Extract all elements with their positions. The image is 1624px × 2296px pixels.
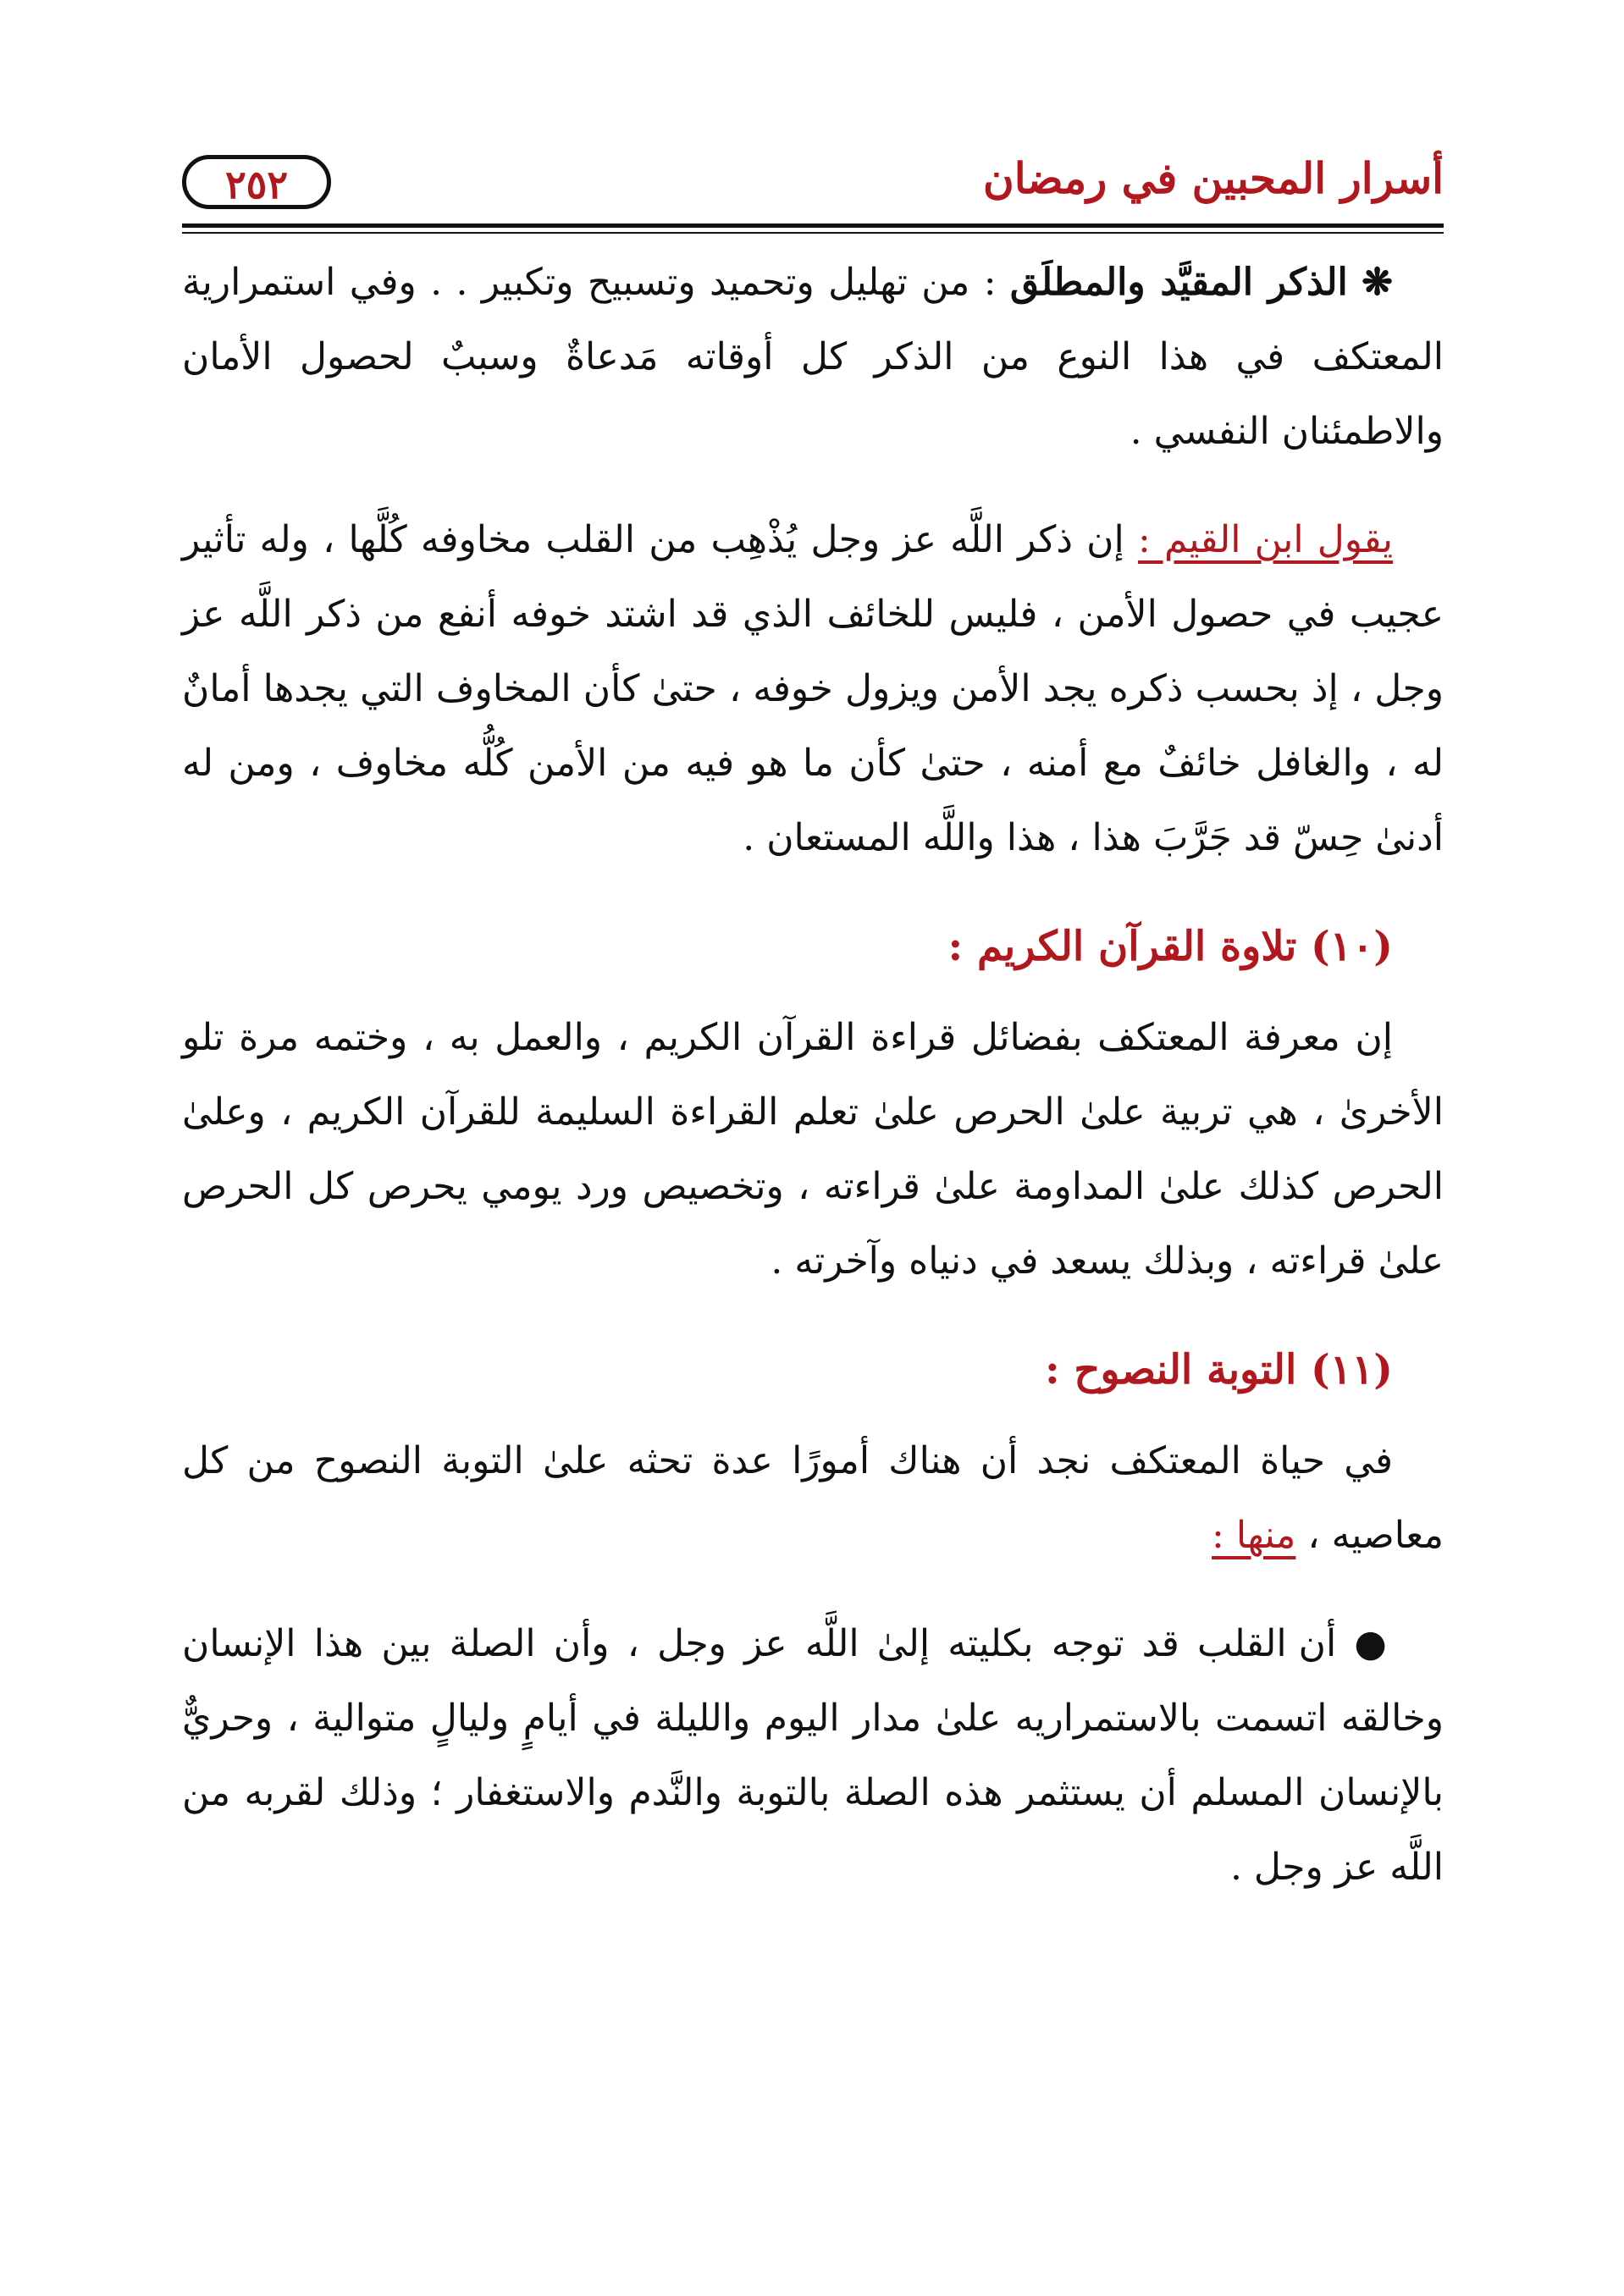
quote-text: إن ذكر اللَّه عز وجل يُذْهِب من القلب مخاوفه كُلَّها ، وله تأثير عجيب في حصول الأمن ، فليس للخائف الذي قد اشتد خوفه أنفع من ذكر اللَّه عز وجل ، إذ بحسب ذكره يجد الأمن ويزول خوفه ، حتىٰ كأن المخاوف التي يجدها أمانٌ له ، والغافل خائفٌ مع أمنه ، حتىٰ كأن ما هو فيه من الأمن كُلُّه مخاوف ، ومن له أدنىٰ حِسّ قد جَرَّبَ هذا ، هذا واللَّه المستعان . xyxy=(182,518,1444,859)
header-rule-thin xyxy=(182,232,1444,234)
heading-repentance: (١١) التوبة النصوح : xyxy=(1044,1346,1393,1394)
quote-author-label: يقول ابن القيم : xyxy=(1137,518,1393,561)
paragraph-repentance xyxy=(182,1424,1444,1573)
bullet-item xyxy=(182,1607,1444,1905)
page-header xyxy=(182,148,1444,226)
star-marker: ❋ xyxy=(1362,261,1393,304)
paragraph-repentance-text: في حياة المعتكف نجد أن هناك أمورًا عدة تحثه علىٰ التوبة النصوح من كل معاصيه ، xyxy=(182,1439,1444,1557)
page-number-badge: ٢٥٢ xyxy=(182,155,331,209)
paragraph-dhikr-text: : من تهليل وتحميد وتسبيح وتكبير . . وفي استمرارية المعتكف في هذا النوع من الذكر كل أوقاته مَدعاةٌ وسببٌ لحصول الأمان والاطمئنان النفسي . xyxy=(182,261,1444,453)
paragraph-quran: إن معرفة المعتكف بفضائل قراءة القرآن الكريم ، والعمل به ، وختمه مرة تلو الأخرىٰ ، هي تربية علىٰ الحرص علىٰ تعلم القراءة السليمة للقرآن الكريم ، وعلىٰ الحرص كذلك علىٰ المداومة علىٰ قراءته ، وتخصيص ورد يومي يحرص كل الحرص علىٰ قراءته ، وبذلك يسعد في دنياه وآخرته . xyxy=(182,1016,1444,1283)
running-title: أسرار المحبين في رمضان xyxy=(983,153,1444,203)
heading-quran-recitation: (١٠) تلاوة القرآن الكريم : xyxy=(947,923,1393,970)
paragraph-dhikr xyxy=(182,246,1444,469)
bullet-text: أن القلب قد توجه بكليته إلىٰ اللَّه عز وجل ، وأن الصلة بين هذا الإنسان وخالقه اتسمت بالاستمراريه علىٰ مدار اليوم والليلة في أيامٍ وليالٍ متوالية ، وحريٌّ بالإنسان المسلم أن يستثمر هذه الصلة بالتوبة والنَّدم والاستغفار ؛ وذلك لقربه من اللَّه عز وجل . xyxy=(182,1622,1444,1889)
term-dhikr: الذكر المقيَّد والمطلَق xyxy=(1009,261,1348,304)
paragraph-quote xyxy=(182,503,1444,875)
header-rule-thick xyxy=(182,224,1444,228)
list-label-minha: منها : xyxy=(1212,1514,1296,1557)
bullet-dot: ● xyxy=(1354,1622,1393,1665)
page-content xyxy=(182,246,1444,1905)
